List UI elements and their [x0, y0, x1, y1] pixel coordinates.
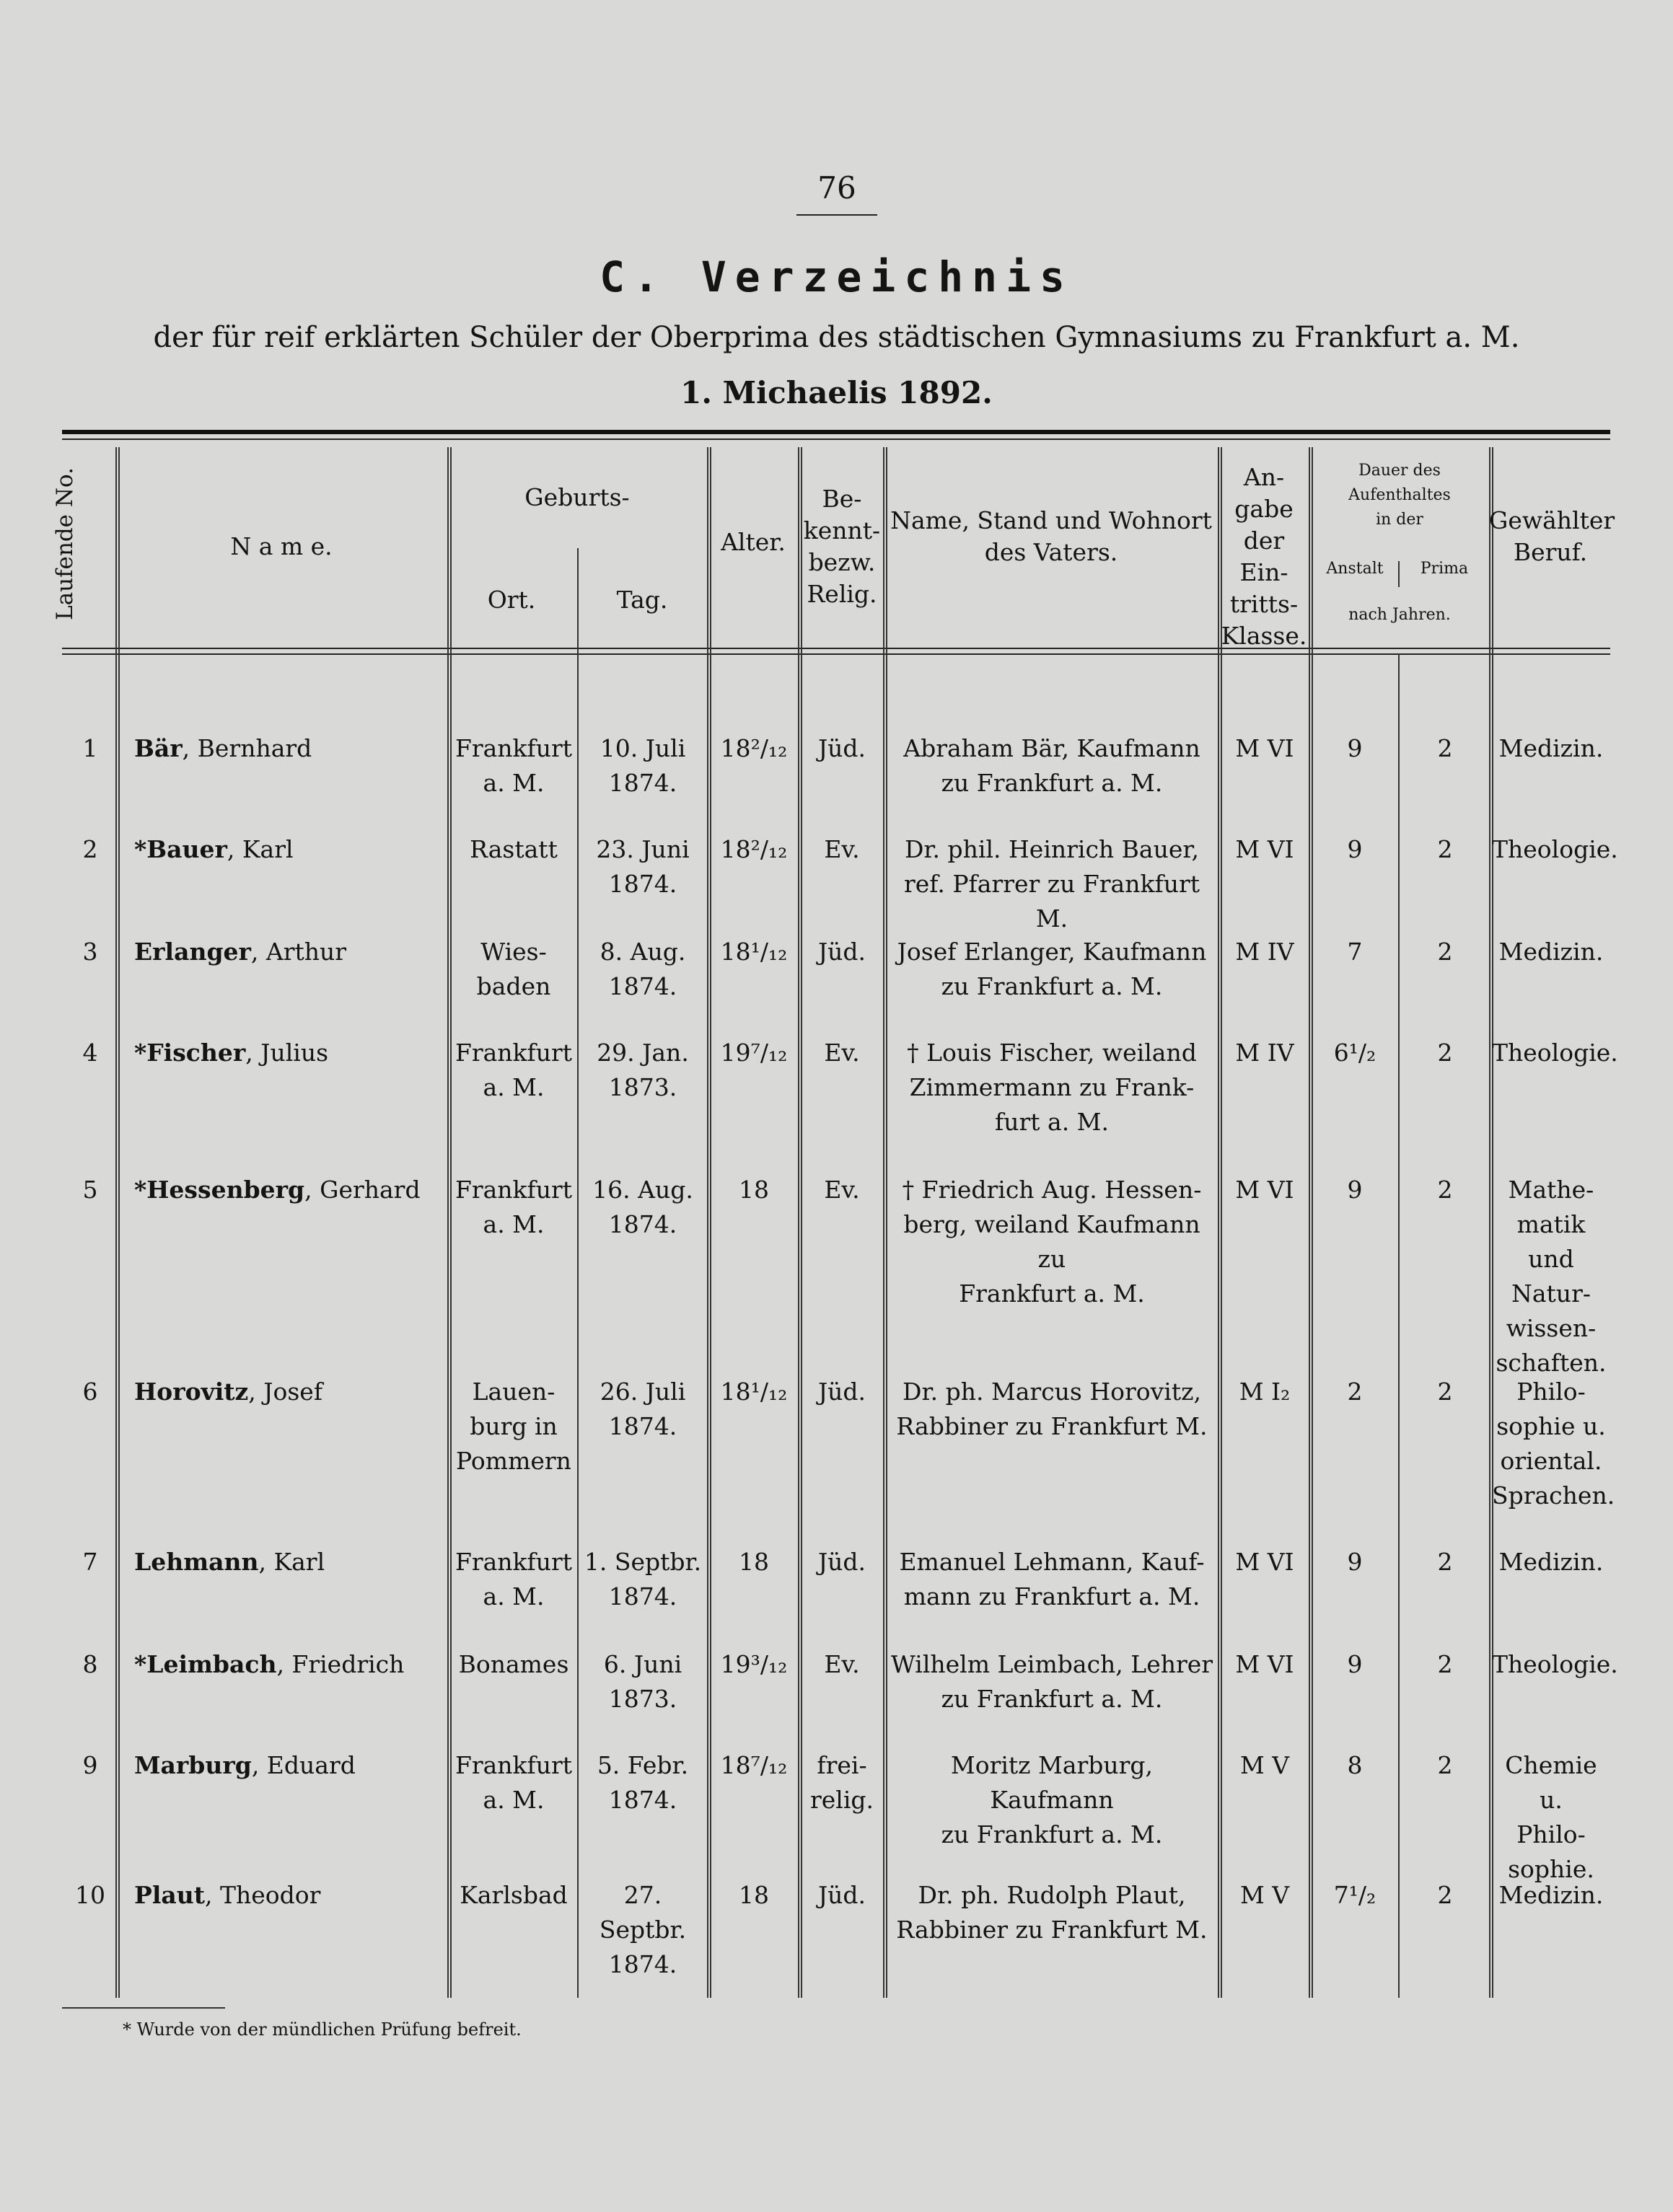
birth-place-line: Frankfurt — [455, 734, 573, 762]
row-number: 8 — [82, 1650, 98, 1678]
birth-date-line: 29. Jan. — [597, 1039, 689, 1067]
student-name — [134, 1878, 320, 1913]
birth-date-line: 8. Aug. — [600, 938, 686, 966]
student-surname: *Bauer — [134, 835, 227, 863]
profession-line: sophie u. — [1496, 1412, 1606, 1440]
student-surname: *Hessenberg — [134, 1176, 305, 1204]
birth-date-line: 1873. — [608, 1073, 677, 1101]
father-line: Wilhelm Leimbach, Lehrer — [890, 1650, 1213, 1678]
header-line: Gewählter — [1489, 506, 1615, 534]
birth-place-line: a. M. — [483, 1210, 545, 1238]
father — [886, 1375, 1218, 1444]
years-anstalt: 2 — [1347, 1378, 1363, 1406]
birth-date-line: 1874. — [608, 1950, 677, 1978]
religion-line: Jüd. — [817, 1881, 866, 1909]
profession — [1492, 1878, 1610, 1913]
header-eintritt — [1218, 462, 1310, 652]
profession — [1492, 1647, 1618, 1682]
birth-place-line: Frankfurt — [455, 1039, 573, 1067]
student-surname: Marburg — [134, 1751, 252, 1779]
father — [886, 731, 1218, 801]
birth-date — [579, 1748, 707, 1817]
religion — [801, 1375, 883, 1409]
birth-place-line: a. M. — [483, 1786, 545, 1814]
birth-place-line: a. M. — [483, 1073, 545, 1101]
column-rule — [447, 447, 449, 1998]
birth-place-line: burg in — [470, 1412, 558, 1440]
years-prima: 2 — [1437, 938, 1453, 966]
entry-class: M IV — [1235, 1039, 1294, 1067]
header-line: des Vaters. — [984, 538, 1118, 566]
profession — [1492, 731, 1610, 766]
entry-class: M VI — [1235, 835, 1294, 863]
profession-line: Chemie u. — [1505, 1751, 1597, 1814]
religion-line: Ev. — [824, 1039, 860, 1067]
years-prima: 2 — [1437, 1881, 1453, 1909]
header-beruf — [1489, 505, 1615, 568]
years-prima: 2 — [1437, 734, 1453, 762]
profession-line: matik und — [1516, 1210, 1586, 1273]
father-line: Emanuel Lehmann, Kauf- — [899, 1548, 1205, 1576]
profession-line: Medizin. — [1498, 734, 1604, 762]
header-line: Aufenthaltes — [1348, 486, 1451, 504]
birth-date-line: 1874. — [608, 972, 677, 1000]
column-rule — [118, 447, 120, 1998]
birth-place-line: Karlsbad — [460, 1881, 568, 1909]
row-number: 7 — [82, 1548, 98, 1576]
religion-line: Ev. — [824, 1650, 860, 1678]
years-anstalt: 9 — [1347, 1548, 1363, 1576]
profession — [1492, 1173, 1610, 1380]
father — [886, 1545, 1218, 1614]
years-anstalt: 9 — [1347, 1176, 1363, 1204]
header-line: Relig. — [807, 580, 877, 608]
header-nach-jahren: nach Jahren. — [1348, 606, 1451, 624]
student-surname: Bär — [134, 734, 183, 762]
student-name — [134, 731, 312, 766]
header-ort: Ort. — [487, 586, 536, 614]
father-line: zu Frankfurt a. M. — [941, 1685, 1163, 1713]
father-line: Dr. ph. Marcus Horovitz, — [903, 1378, 1201, 1406]
student-name — [134, 1748, 356, 1783]
profession-line: oriental. — [1500, 1447, 1602, 1475]
father-line: zu Frankfurt a. M. — [941, 972, 1163, 1000]
profession-line: Philo- — [1516, 1378, 1586, 1406]
entry-class: M I₂ — [1239, 1378, 1291, 1406]
column-rule — [798, 447, 799, 1998]
header-bottom-rule-2 — [62, 653, 1610, 655]
birth-place — [450, 1878, 577, 1913]
religion — [801, 731, 883, 766]
religion-line: Jüd. — [817, 734, 866, 762]
footnote-rule — [62, 2007, 225, 2009]
birth-place-line: Lauen- — [472, 1378, 556, 1406]
age: 18¹/₁₂ — [720, 938, 788, 966]
student-surname: Erlanger — [134, 938, 251, 966]
religion-line: Jüd. — [817, 1548, 866, 1576]
years-anstalt: 9 — [1347, 835, 1363, 863]
entry-class: M VI — [1235, 1650, 1294, 1678]
profession-line: Medizin. — [1498, 938, 1604, 966]
profession-line: Mathe- — [1508, 1176, 1594, 1204]
father-line: Rabbiner zu Frankfurt M. — [896, 1412, 1208, 1440]
profession — [1492, 1036, 1618, 1070]
row-number: 5 — [82, 1176, 98, 1204]
row-number: 2 — [82, 835, 98, 863]
birth-place-line: Rastatt — [470, 835, 558, 863]
years-anstalt: 7 — [1347, 938, 1363, 966]
birth-place — [450, 832, 577, 867]
header-dauer — [1310, 459, 1489, 532]
header-line: Beruf. — [1513, 538, 1588, 566]
birth-date-line: 1. Septbr. — [584, 1548, 702, 1576]
header-vater — [884, 505, 1218, 568]
years-anstalt: 7¹/₂ — [1333, 1881, 1376, 1909]
birth-date-line: 27. Septbr. — [599, 1881, 687, 1944]
header-name: N a m e. — [230, 532, 333, 560]
father-line: Zimmermann zu Frank- — [909, 1073, 1195, 1101]
student-given-name: , Josef — [248, 1378, 323, 1406]
page-number: 76 — [817, 170, 856, 206]
birth-date — [579, 935, 707, 1004]
document-subtitle: der für reif erklärten Schüler der Oberprima des städtischen Gymnasiums zu Frankfurt a. M. — [153, 321, 1520, 354]
birth-place — [450, 1173, 577, 1242]
birth-place-line: Pommern — [456, 1447, 571, 1475]
father-line: Josef Erlanger, Kaufmann — [897, 938, 1207, 966]
header-line: Dauer des — [1358, 462, 1441, 480]
religion-line: Jüd. — [817, 938, 866, 966]
header-line: in der — [1376, 511, 1423, 529]
row-number: 3 — [82, 938, 98, 966]
header-anstalt: Anstalt — [1326, 560, 1384, 578]
profession-line: Natur- — [1511, 1279, 1591, 1308]
father-line: Moritz Marburg, Kaufmann — [950, 1751, 1154, 1814]
father — [886, 1878, 1218, 1947]
birth-place-line: Wies- — [480, 938, 547, 966]
birth-date-line: 1874. — [608, 1412, 677, 1440]
age: 18²/₁₂ — [720, 734, 788, 762]
birth-date — [579, 1878, 707, 1982]
birth-date-line: 5. Febr. — [597, 1751, 689, 1779]
birth-date-line: 1874. — [608, 1786, 677, 1814]
father — [886, 935, 1218, 1004]
birth-place-line: baden — [476, 972, 551, 1000]
father-line: † Louis Fischer, weiland — [907, 1039, 1197, 1067]
father-line: Rabbiner zu Frankfurt M. — [896, 1916, 1208, 1944]
student-given-name: , Theodor — [204, 1881, 321, 1909]
age: 18 — [739, 1176, 769, 1204]
entry-class: M VI — [1235, 734, 1294, 762]
birth-date — [579, 731, 707, 801]
entry-class: M VI — [1235, 1548, 1294, 1576]
entry-class: M V — [1239, 1881, 1290, 1909]
age: 18 — [739, 1548, 769, 1576]
religion-line: frei- — [817, 1751, 867, 1779]
father-line: Dr. phil. Heinrich Bauer, — [904, 835, 1200, 863]
birth-place-line: Frankfurt — [455, 1548, 573, 1576]
header-bottom-rule — [62, 648, 1610, 649]
header-tag: Tag. — [616, 586, 668, 614]
birth-date — [579, 1375, 707, 1444]
header-line: Klasse. — [1221, 622, 1307, 650]
age: 18 — [739, 1881, 769, 1909]
student-surname: Plaut — [134, 1881, 205, 1909]
age: 18²/₁₂ — [720, 835, 788, 863]
birth-place — [450, 1375, 577, 1479]
student-given-name: , Arthur — [250, 938, 347, 966]
header-line: kennt- — [803, 516, 881, 545]
religion — [801, 1173, 883, 1207]
column-rule — [1309, 447, 1310, 1998]
header-prima: Prima — [1420, 560, 1469, 578]
birth-place — [450, 1036, 577, 1105]
header-line: Be- — [822, 485, 862, 513]
profession-line: schaften. — [1496, 1349, 1607, 1377]
birth-date — [579, 1647, 707, 1717]
father-line: ref. Pfarrer zu Frankfurt M. — [904, 870, 1200, 933]
column-rule — [883, 447, 884, 1998]
birth-place-line: Bonames — [458, 1650, 569, 1678]
column-rule — [1489, 447, 1490, 1998]
student-name — [134, 832, 294, 867]
father-line: furt a. M. — [995, 1108, 1109, 1136]
header-laufende-no: Laufende No. — [52, 467, 78, 620]
birth-place-line: Frankfurt — [455, 1751, 573, 1779]
years-prima: 2 — [1437, 1650, 1453, 1678]
table-top-rule-thin — [62, 439, 1610, 440]
birth-date — [579, 1173, 707, 1242]
birth-date-line: 16. Aug. — [592, 1176, 693, 1204]
student-surname: Lehmann — [134, 1548, 259, 1576]
student-name — [134, 1036, 328, 1070]
header-line: Name, Stand und Wohnort — [890, 506, 1212, 534]
religion — [801, 1036, 883, 1070]
birth-place — [450, 1748, 577, 1817]
student-name — [134, 935, 346, 969]
father-line: berg, weiland Kaufmann zu — [903, 1210, 1200, 1273]
birth-date-line: 23. Juni — [596, 835, 690, 863]
profession-line: wissen- — [1506, 1314, 1597, 1342]
birth-place — [450, 731, 577, 801]
profession-line: Sprachen. — [1492, 1481, 1615, 1510]
birth-date — [579, 1036, 707, 1105]
age: 18⁷/₁₂ — [720, 1751, 788, 1779]
birth-date — [579, 832, 707, 902]
column-rule — [707, 447, 708, 1998]
header-geburts: Geburts- — [524, 483, 630, 511]
row-number: 1 — [82, 734, 98, 762]
profession — [1492, 1748, 1610, 1887]
profession-line: Medizin. — [1498, 1548, 1604, 1576]
father-line: † Friedrich Aug. Hessen- — [902, 1176, 1202, 1204]
student-name — [134, 1173, 421, 1207]
header-line: Ein- — [1239, 558, 1288, 586]
years-anstalt: 9 — [1347, 1650, 1363, 1678]
birth-date-line: 1873. — [608, 1685, 677, 1713]
years-prima: 2 — [1437, 835, 1453, 863]
profession-line: Theologie. — [1492, 1650, 1618, 1678]
page-number-rule — [796, 214, 877, 216]
entry-class: M IV — [1235, 938, 1294, 966]
student-name — [134, 1375, 322, 1409]
student-given-name: , Gerhard — [304, 1176, 421, 1204]
student-surname: Horovitz — [134, 1378, 249, 1406]
student-given-name: , Karl — [227, 835, 294, 863]
birth-date-line: 26. Juli — [600, 1378, 686, 1406]
religion-line: Jüd. — [817, 1378, 866, 1406]
header-line: bezw. — [808, 548, 876, 576]
header-line: gabe — [1234, 495, 1294, 523]
column-rule — [1218, 447, 1219, 1998]
birth-place — [450, 1545, 577, 1614]
religion-line: Ev. — [824, 1176, 860, 1204]
profession-line: Theologie. — [1492, 1039, 1618, 1067]
student-given-name: , Friedrich — [276, 1650, 405, 1678]
student-given-name: , Julius — [245, 1039, 329, 1067]
birth-date-line: 6. Juni — [603, 1650, 682, 1678]
birth-place-line: a. M. — [483, 1582, 545, 1610]
document-title: C. Verzeichnis — [600, 252, 1073, 301]
entry-class: M VI — [1235, 1176, 1294, 1204]
header-line: tritts- — [1229, 590, 1299, 618]
profession-line: Theologie. — [1492, 835, 1618, 863]
profession — [1492, 1375, 1615, 1513]
religion — [801, 1748, 883, 1817]
birth-place-line: a. M. — [483, 769, 545, 797]
religion — [801, 1545, 883, 1579]
birth-date-line: 1874. — [608, 870, 677, 898]
father-line: zu Frankfurt a. M. — [941, 1820, 1163, 1849]
age: 18¹/₁₂ — [720, 1378, 788, 1406]
profession-line: Philo- — [1516, 1820, 1586, 1849]
birth-date — [579, 1545, 707, 1614]
student-given-name: , Bernhard — [182, 734, 312, 762]
years-anstalt: 8 — [1347, 1751, 1363, 1779]
student-surname: *Leimbach — [134, 1650, 277, 1678]
header-bekenntnis — [799, 483, 884, 610]
student-name — [134, 1545, 325, 1579]
student-name — [134, 1647, 404, 1682]
header-alter: Alter. — [721, 528, 786, 556]
student-given-name: , Eduard — [251, 1751, 356, 1779]
header-line: der — [1243, 526, 1285, 555]
student-surname: *Fischer — [134, 1039, 246, 1067]
father — [886, 832, 1218, 936]
birth-place — [450, 1647, 577, 1682]
row-number: 9 — [82, 1751, 98, 1779]
footnote: * Wurde von der mündlichen Prüfung befreit. — [123, 2019, 522, 2040]
years-anstalt: 9 — [1347, 734, 1363, 762]
years-prima: 2 — [1437, 1548, 1453, 1576]
years-anstalt: 6¹/₂ — [1333, 1039, 1376, 1067]
years-prima: 2 — [1437, 1039, 1453, 1067]
father — [886, 1173, 1218, 1311]
birth-place — [450, 935, 577, 1004]
father-line: mann zu Frankfurt a. M. — [903, 1582, 1200, 1610]
birth-date-line: 1874. — [608, 769, 677, 797]
religion-line: relig. — [809, 1786, 874, 1814]
father-line: Abraham Bär, Kaufmann — [903, 734, 1200, 762]
birth-date-line: 10. Juli — [600, 734, 686, 762]
profession — [1492, 1545, 1610, 1579]
header-line: An- — [1243, 463, 1285, 491]
row-number: 10 — [75, 1881, 105, 1909]
father — [886, 1647, 1218, 1717]
row-number: 4 — [82, 1039, 98, 1067]
profession — [1492, 935, 1610, 969]
row-number: 6 — [82, 1378, 98, 1406]
profession-line: sophie. — [1508, 1855, 1594, 1883]
birth-date-line: 1874. — [608, 1582, 677, 1610]
father — [886, 1036, 1218, 1140]
student-given-name: , Karl — [258, 1548, 325, 1576]
religion — [801, 935, 883, 969]
religion — [801, 1647, 883, 1682]
exam-session: 1. Michaelis 1892. — [680, 375, 993, 410]
profession — [1492, 832, 1618, 867]
father-line: Frankfurt a. M. — [959, 1279, 1145, 1308]
father-line: Dr. ph. Rudolph Plaut, — [918, 1881, 1186, 1909]
father-line: zu Frankfurt a. M. — [941, 769, 1163, 797]
birth-place-line: Frankfurt — [455, 1176, 573, 1204]
age: 19⁷/₁₂ — [720, 1039, 788, 1067]
column-rule — [1398, 653, 1400, 1998]
years-prima: 2 — [1437, 1378, 1453, 1406]
religion — [801, 1878, 883, 1913]
table-top-rule — [62, 430, 1610, 434]
entry-class: M V — [1239, 1751, 1290, 1779]
religion — [801, 832, 883, 867]
religion-line: Ev. — [824, 835, 860, 863]
age: 19³/₁₂ — [720, 1650, 788, 1678]
birth-date-line: 1874. — [608, 1210, 677, 1238]
years-prima: 2 — [1437, 1176, 1453, 1204]
years-prima: 2 — [1437, 1751, 1453, 1779]
profession-line: Medizin. — [1498, 1881, 1604, 1909]
father — [886, 1748, 1218, 1852]
